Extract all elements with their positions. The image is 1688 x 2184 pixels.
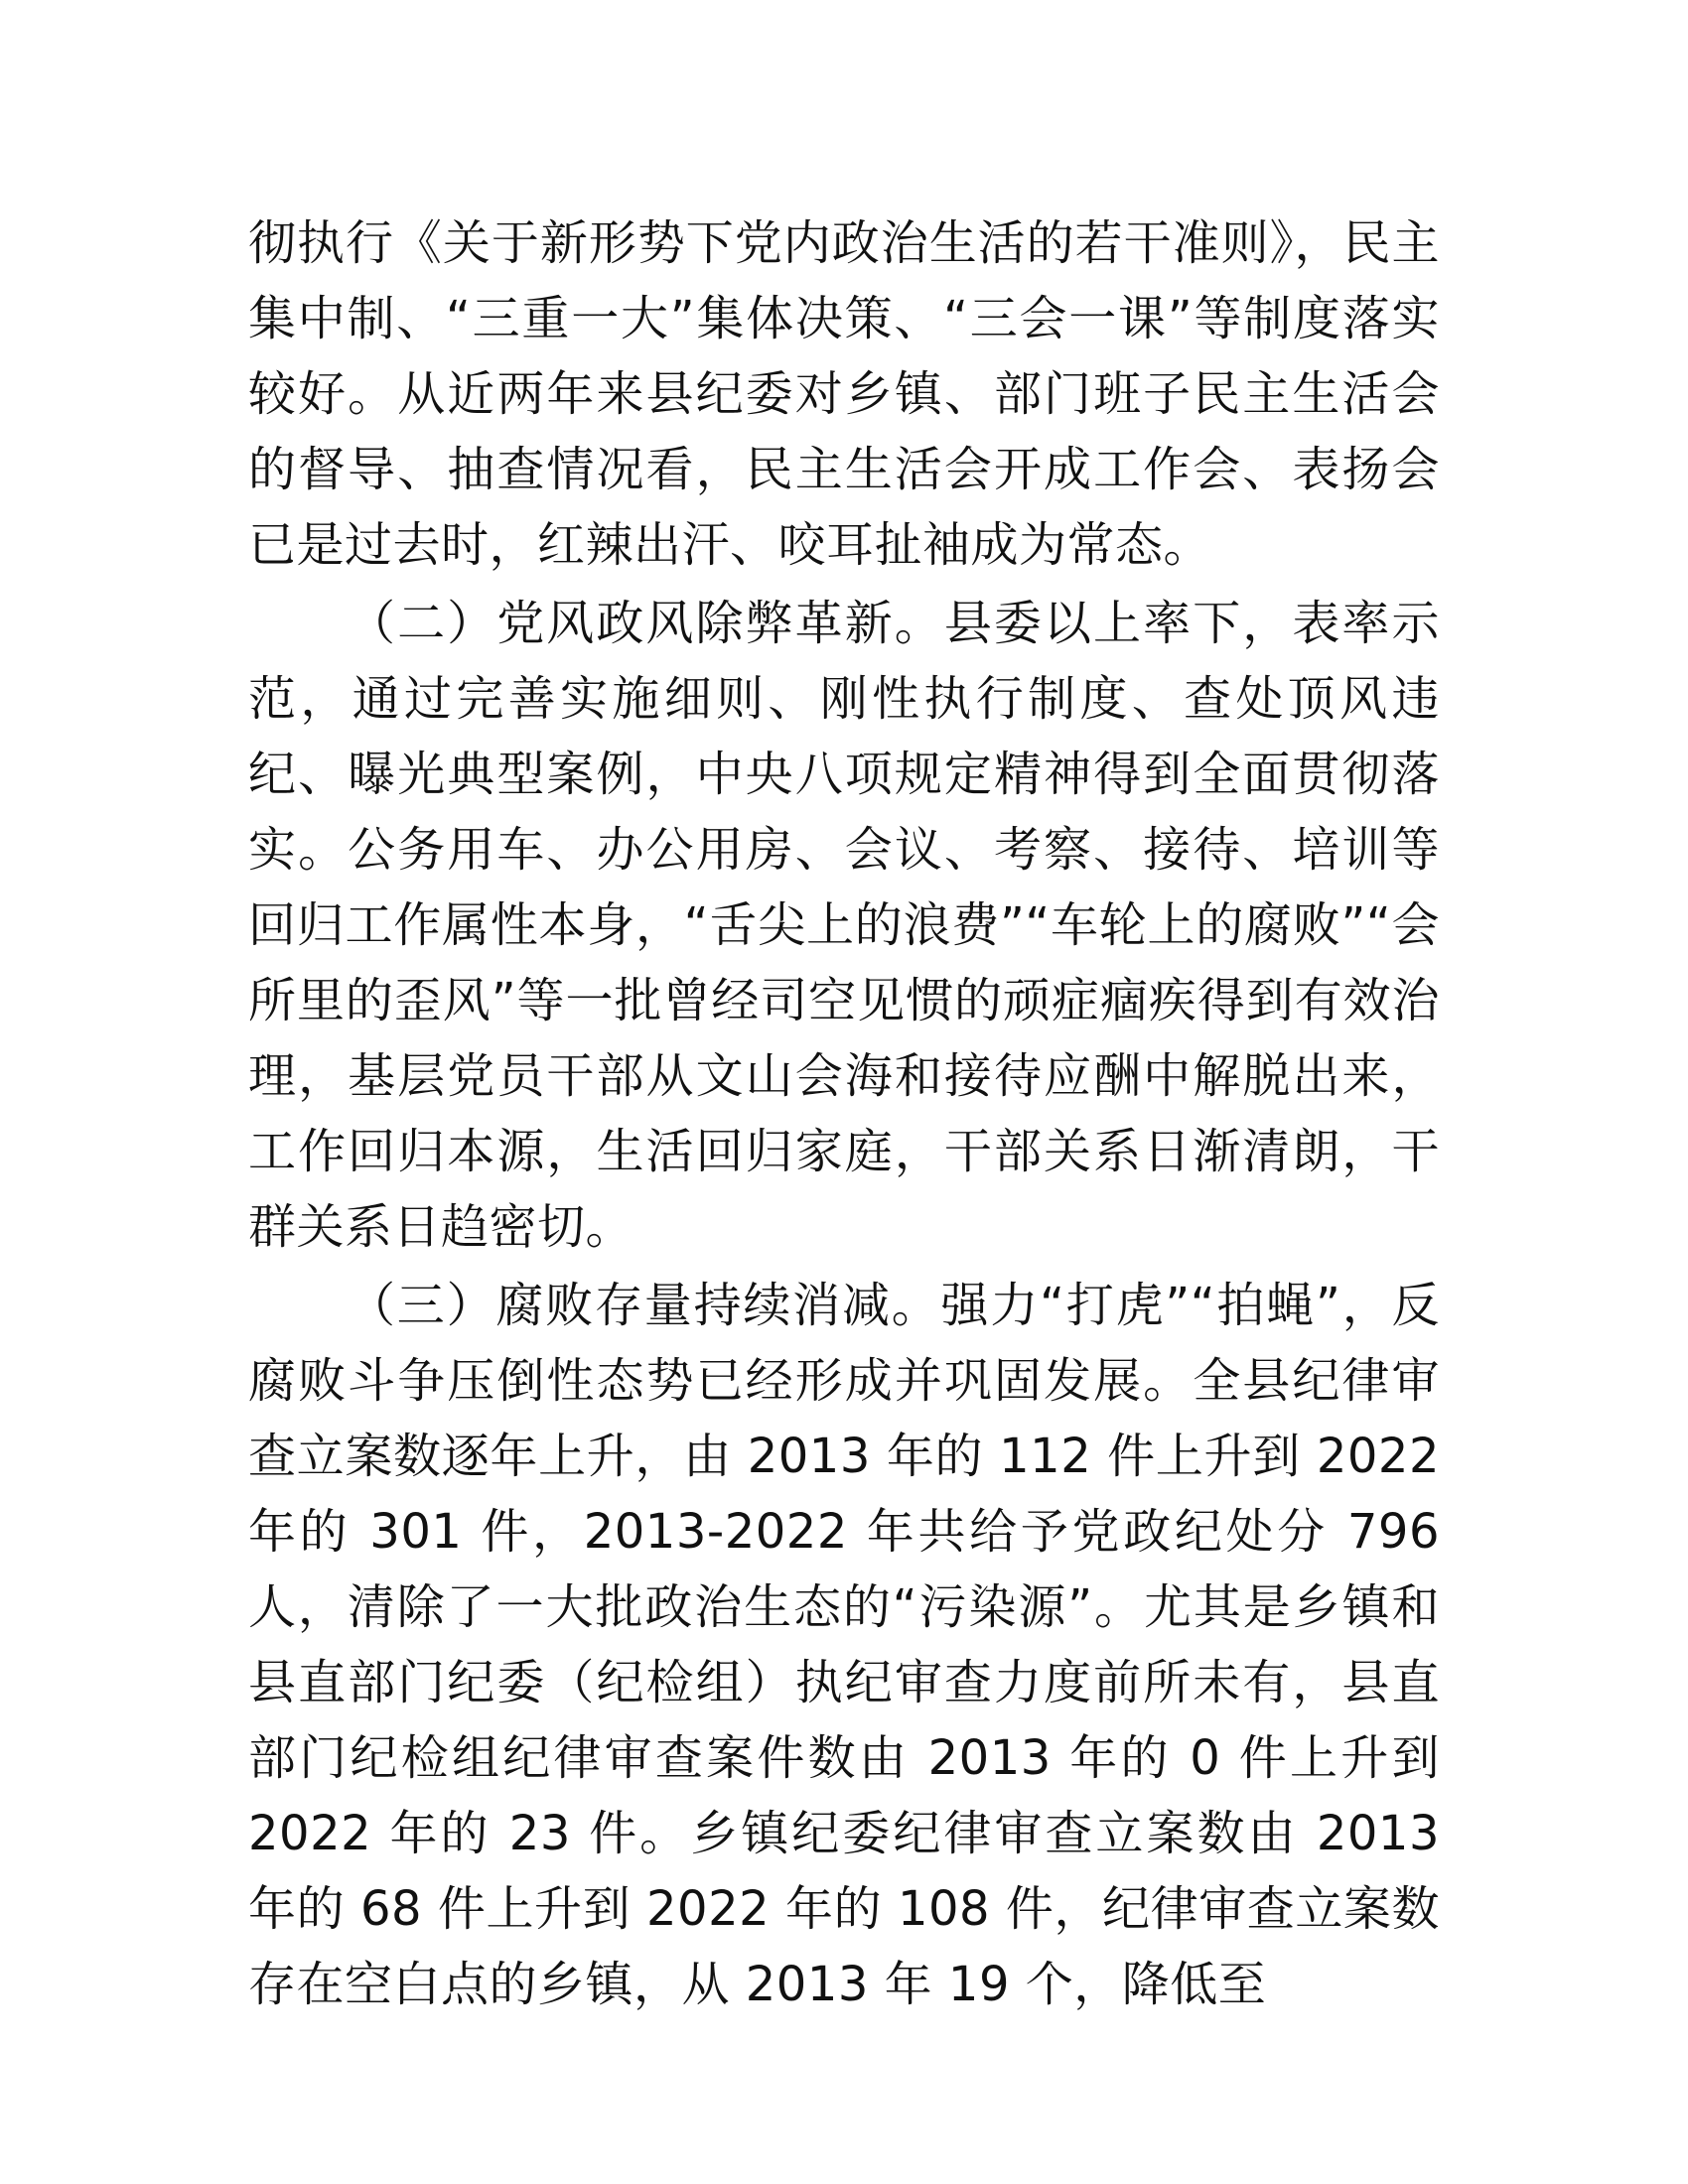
paragraph-section-2: （二）党风政风除弊革新。县委以上率下，表率示范，通过完善实施细则、刚性执行制度、查处顶风违纪、曝光典型案例，中央八项规定精神得到全面贯彻落实。公务用车、办公用房、会议、考察、接待、培训等回归工作属性本身，“舌尖上的浪费”“车轮上的腐败”“会所里的歪风”等一批曾经司空见惯的顽症痼疾得到有效治理，基层党员干部从文山会海和接待应酬中解脱出来，工作回归本源，生活回归家庭，干部关系日渐清朗，干群关系日趋密切。	[248, 596, 1440, 1255]
paragraph-section-3: （三）腐败存量持续消减。强力“打虎”“拍蝇”，反腐败斗争压倒性态势已经形成并巩固发展。全县纪律审查立案数逐年上升，由 2013 年的 112 件上升到 2022 年的 301 件，2013-2022 年共给予党政纪处分 796 人，清除了一大批政治生态的“污染源”。尤其是乡镇和县直部门纪委（纪检组）执纪审查力度前所未有，县直部门纪检组纪律审查案件数由 2013 年的 0 件上升到 2022 年的 23 件。乡镇纪委纪律审查立案数由 2013 年的 68 件上升到 2022 年的 108 件，纪律审查立案数存在空白点的乡镇，从 2013 年 19 个，降低至	[248, 1278, 1440, 2012]
paragraph-continuation: 彻执行《关于新形势下党内政治生活的若干准则》，民主集中制、“三重一大”集体决策、“三会一课”等制度落实较好。从近两年来县纪委对乡镇、部门班子民主生活会的督导、抽查情况看，民主生活会开成工作会、表扬会已是过去时，红辣出汗、咬耳扯袖成为常态。	[248, 215, 1440, 573]
document-body	[248, 205, 1440, 2025]
